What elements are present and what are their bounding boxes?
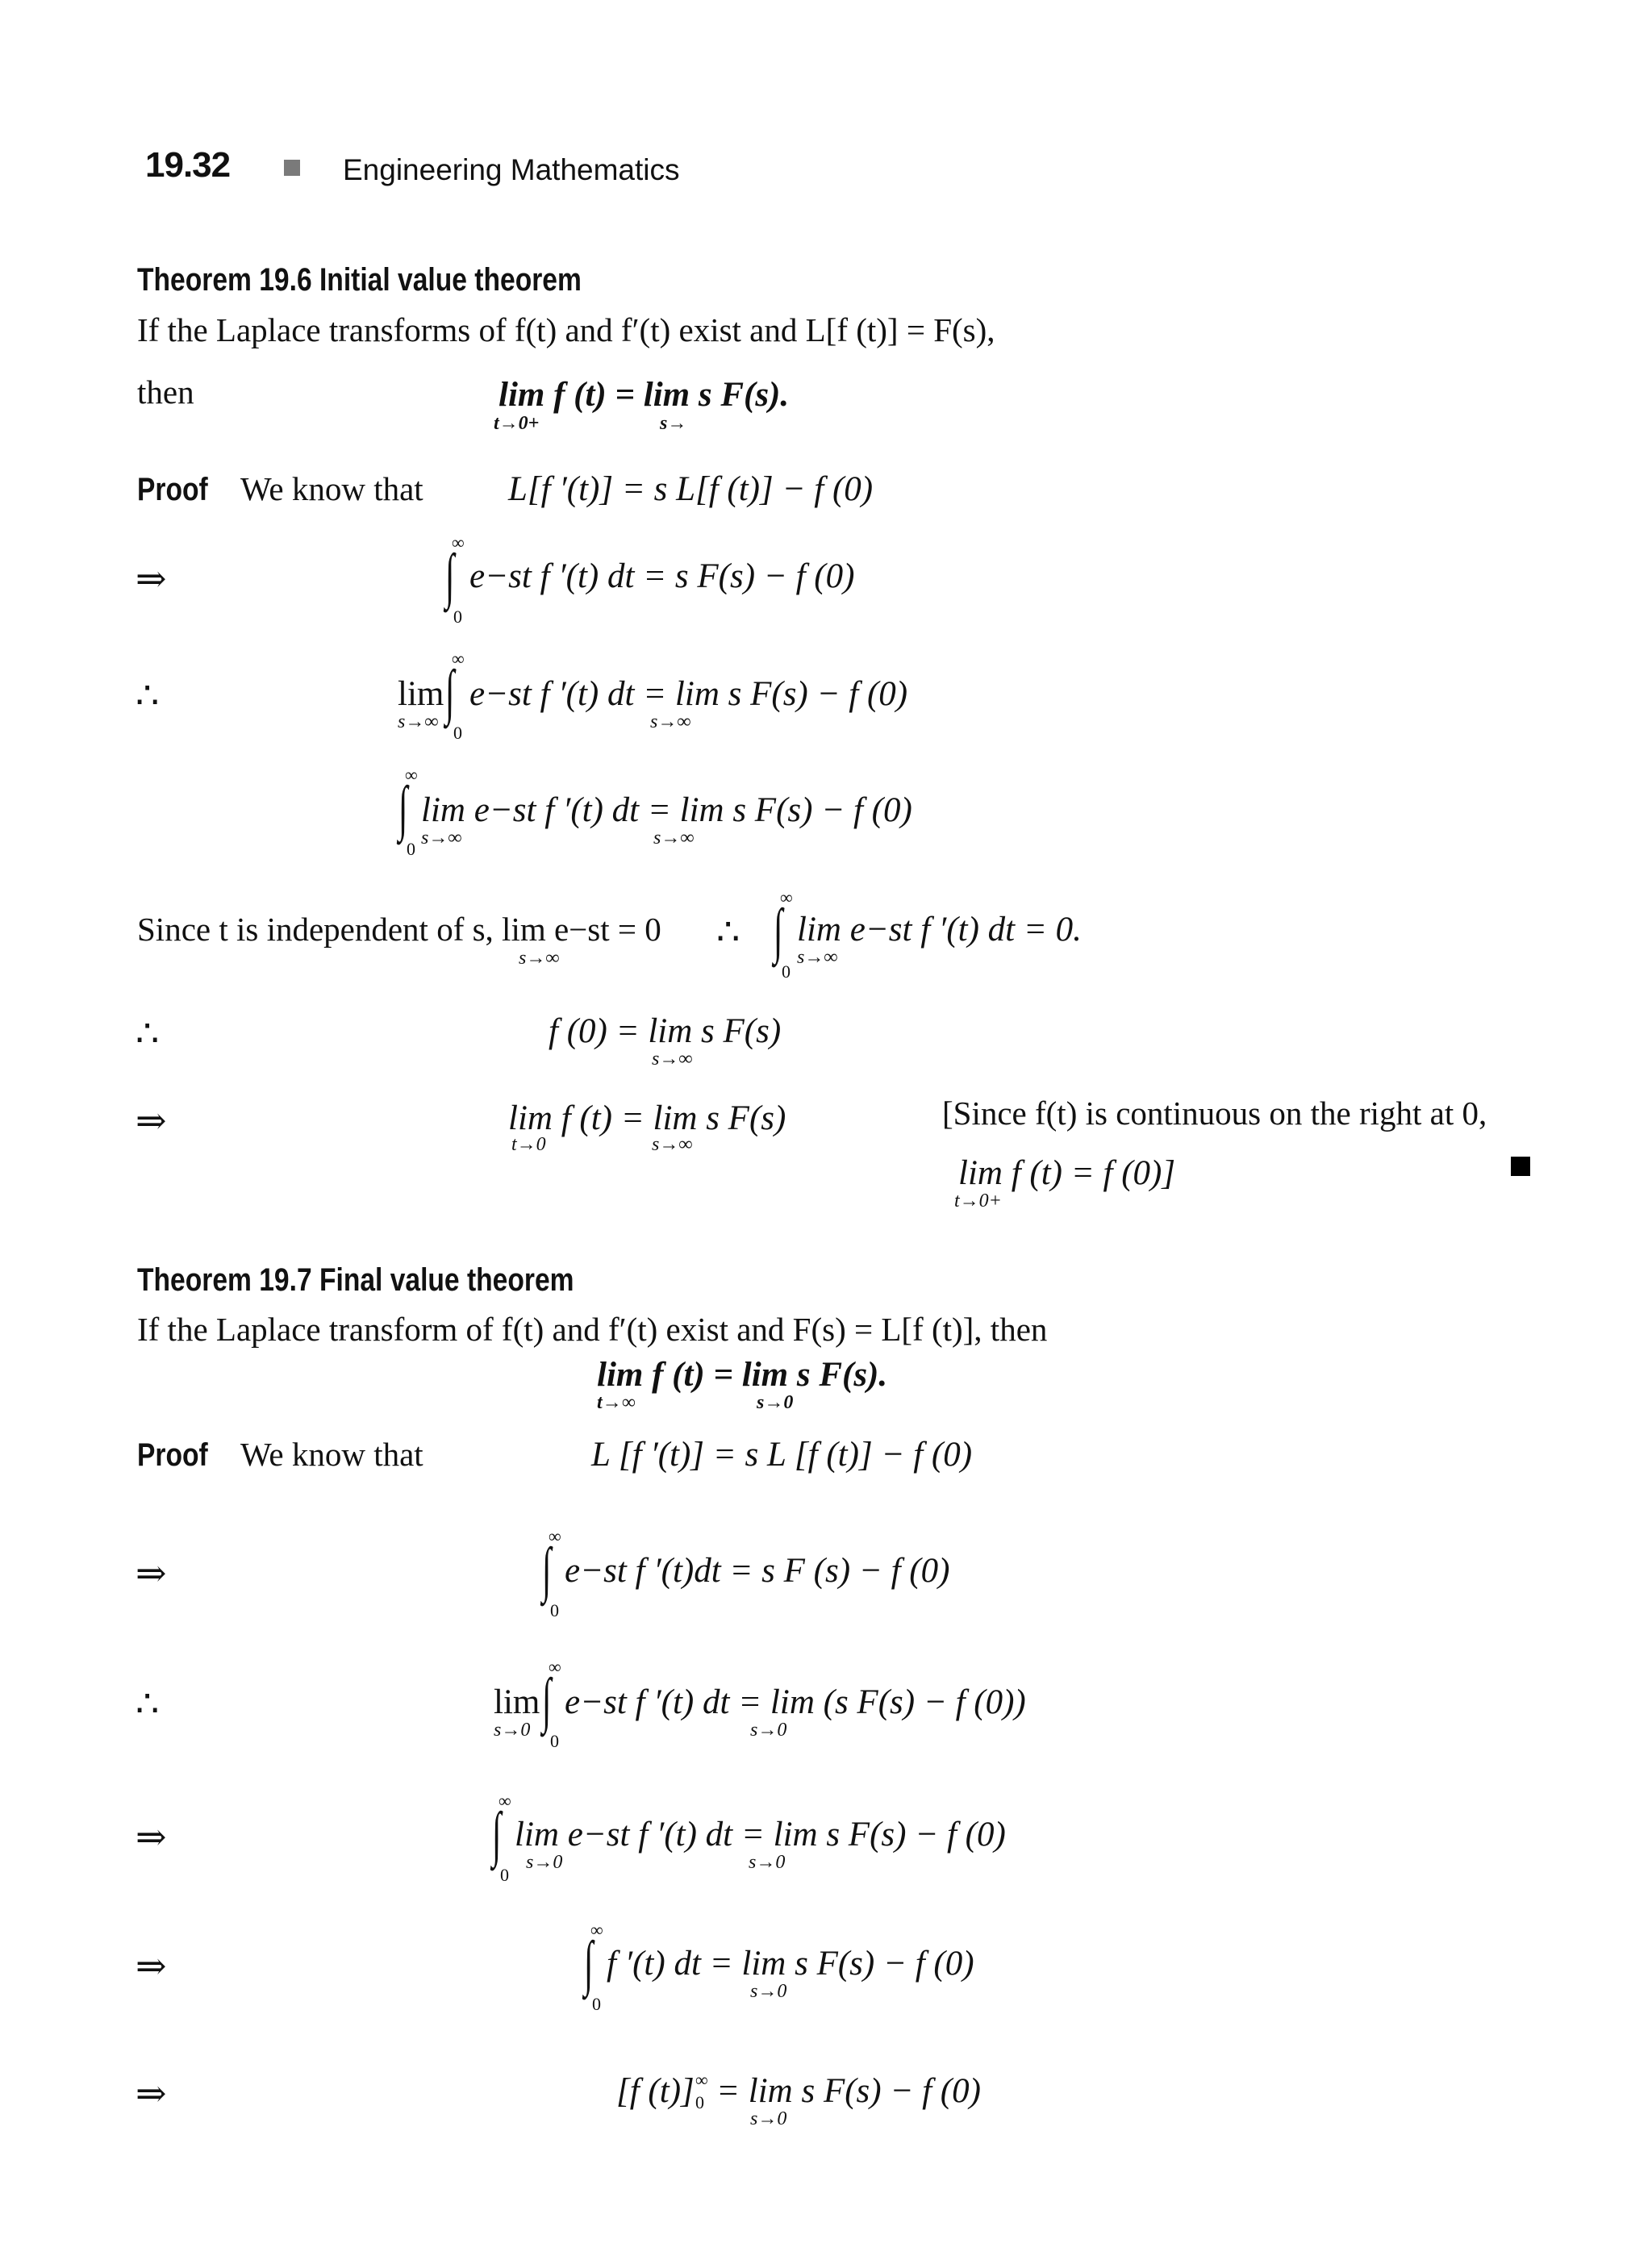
lim-subscript: s→0	[749, 1852, 786, 1873]
lim-subscript: s→∞	[398, 711, 439, 732]
upper-limit: ∞	[452, 648, 465, 669]
lower-limit: 0	[500, 1865, 509, 1885]
equation: lim e−st f ′(t) dt = lim s F(s) − f (0)	[421, 791, 912, 829]
lim-subscript: s→∞	[650, 711, 691, 732]
theorem-statement: If the Laplace transforms of f(t) and f′(t) exist and L[f (t)] = F(s),	[137, 311, 995, 348]
lim-subscript: s→0	[750, 1720, 787, 1741]
lower-limit: 0	[453, 723, 462, 743]
integral-sign: ∫	[445, 658, 455, 726]
therefore-symbol: ∴	[136, 1013, 160, 1054]
integral-sign: ∫	[492, 1800, 502, 1868]
lim-subscript: s→∞	[421, 828, 462, 849]
theorem-heading: Theorem 19.7 Final value theorem	[137, 1262, 574, 1298]
implies-symbol: ⇒	[136, 1553, 167, 1594]
upper-limit: ∞	[780, 887, 793, 907]
result-subscript-s: s→0	[757, 1392, 794, 1413]
integral-sign: ∫	[445, 542, 455, 610]
since-text: Since t is independent of s, lim e−st = 0	[137, 911, 661, 948]
equation: e−st f ′(t)dt = s F (s) − f (0)	[565, 1552, 950, 1590]
lower-limit: 0	[550, 1731, 559, 1751]
theorem-heading: Theorem 19.6 Initial value theorem	[137, 262, 582, 298]
equation: e−st f ′(t) dt = s F(s) − f (0)	[469, 557, 855, 595]
therefore-symbol: ∴	[716, 911, 740, 953]
upper-limit: ∞	[695, 2070, 708, 2090]
implies-symbol: ⇒	[136, 1100, 167, 1141]
note-text: lim f (t) = f (0)]	[958, 1154, 1176, 1192]
upper-limit: ∞	[499, 1791, 511, 1811]
lower-limit: 0	[407, 839, 415, 859]
lim-subscript: s→0	[494, 1720, 531, 1741]
lower-limit: 0	[550, 1600, 559, 1620]
therefore-symbol: ∴	[136, 1683, 160, 1724]
implies-symbol: ⇒	[136, 1945, 167, 1987]
lower-limit: 0	[695, 2092, 704, 2112]
theorem-statement: If the Laplace transform of f(t) and f′(t) exist and F(s) = L[f (t)], then	[137, 1311, 1048, 1348]
equation: lim e−st f ′(t) dt = 0.	[797, 911, 1082, 949]
upper-limit: ∞	[452, 532, 465, 553]
theorem-result: lim f (t) = lim s F(s).	[499, 376, 790, 414]
upper-limit: ∞	[549, 1526, 561, 1546]
page-number: 19.32	[145, 145, 231, 185]
equation: [f (t)]	[616, 2072, 695, 2110]
note-text: [Since f(t) is continuous on the right at 0,	[942, 1095, 1487, 1132]
integral-sign: ∫	[398, 774, 408, 842]
equation: L[f ′(t)] = s L[f (t)] − f (0)	[508, 470, 874, 508]
lim-subscript: s→∞	[653, 828, 695, 849]
equation: lim e−st f ′(t) dt = lim s F(s) − f (0)	[515, 1816, 1006, 1854]
equation: lim f (t) = lim s F(s)	[508, 1099, 786, 1137]
integral-sign: ∫	[774, 897, 783, 965]
upper-limit: ∞	[590, 1920, 603, 1940]
lim-subscript: s→0	[750, 1981, 787, 2002]
lim-subscript: s→∞	[652, 1134, 693, 1155]
integral-sign: ∫	[542, 1666, 552, 1734]
then-label: then	[137, 373, 194, 411]
lim-operator: lim	[398, 675, 444, 713]
lower-limit: 0	[592, 1994, 601, 2014]
lower-limit: 0	[453, 607, 462, 627]
lim-operator: lim	[494, 1683, 540, 1721]
integral-sign: ∫	[584, 1929, 594, 1997]
book-title: Engineering Mathematics	[343, 153, 680, 186]
end-of-proof-icon	[1511, 1157, 1530, 1176]
result-subscript-t: t→0+	[494, 413, 540, 434]
proof-intro: We know that	[240, 1436, 423, 1473]
lim-subscript: t→0	[511, 1134, 546, 1155]
lower-limit: 0	[782, 961, 791, 982]
equation: e−st f ′(t) dt = lim s F(s) − f (0)	[469, 675, 908, 713]
equation: L [f ′(t)] = s L [f (t)] − f (0)	[591, 1436, 973, 1474]
equation: e−st f ′(t) dt = lim (s F(s) − f (0))	[565, 1683, 1026, 1721]
lim-subscript: s→0	[526, 1852, 563, 1873]
implies-symbol: ⇒	[136, 2073, 167, 2114]
equation: f (0) = lim s F(s)	[549, 1012, 782, 1050]
result-subscript-s: s→	[660, 413, 687, 434]
header-square-icon	[284, 160, 300, 176]
lim-subscript: s→0	[750, 2108, 787, 2129]
proof-label: Proof	[137, 1437, 208, 1473]
result-subscript-t: t→∞	[597, 1392, 636, 1413]
lim-subscript: s→∞	[519, 948, 560, 969]
lim-subscript: t→0+	[954, 1191, 1002, 1211]
upper-limit: ∞	[549, 1657, 561, 1677]
upper-limit: ∞	[405, 765, 418, 785]
theorem-result: lim f (t) = lim s F(s).	[597, 1356, 888, 1394]
integral-sign: ∫	[542, 1536, 552, 1603]
lim-subscript: s→∞	[652, 1049, 693, 1070]
equation: f ′(t) dt = lim s F(s) − f (0)	[607, 1945, 974, 1983]
equation: = lim s F(s) − f (0)	[716, 2072, 981, 2110]
lim-subscript: s→∞	[797, 947, 838, 968]
implies-symbol: ⇒	[136, 558, 167, 599]
therefore-symbol: ∴	[136, 675, 160, 716]
proof-label: Proof	[137, 472, 208, 507]
implies-symbol: ⇒	[136, 1816, 167, 1858]
proof-intro: We know that	[240, 470, 423, 507]
